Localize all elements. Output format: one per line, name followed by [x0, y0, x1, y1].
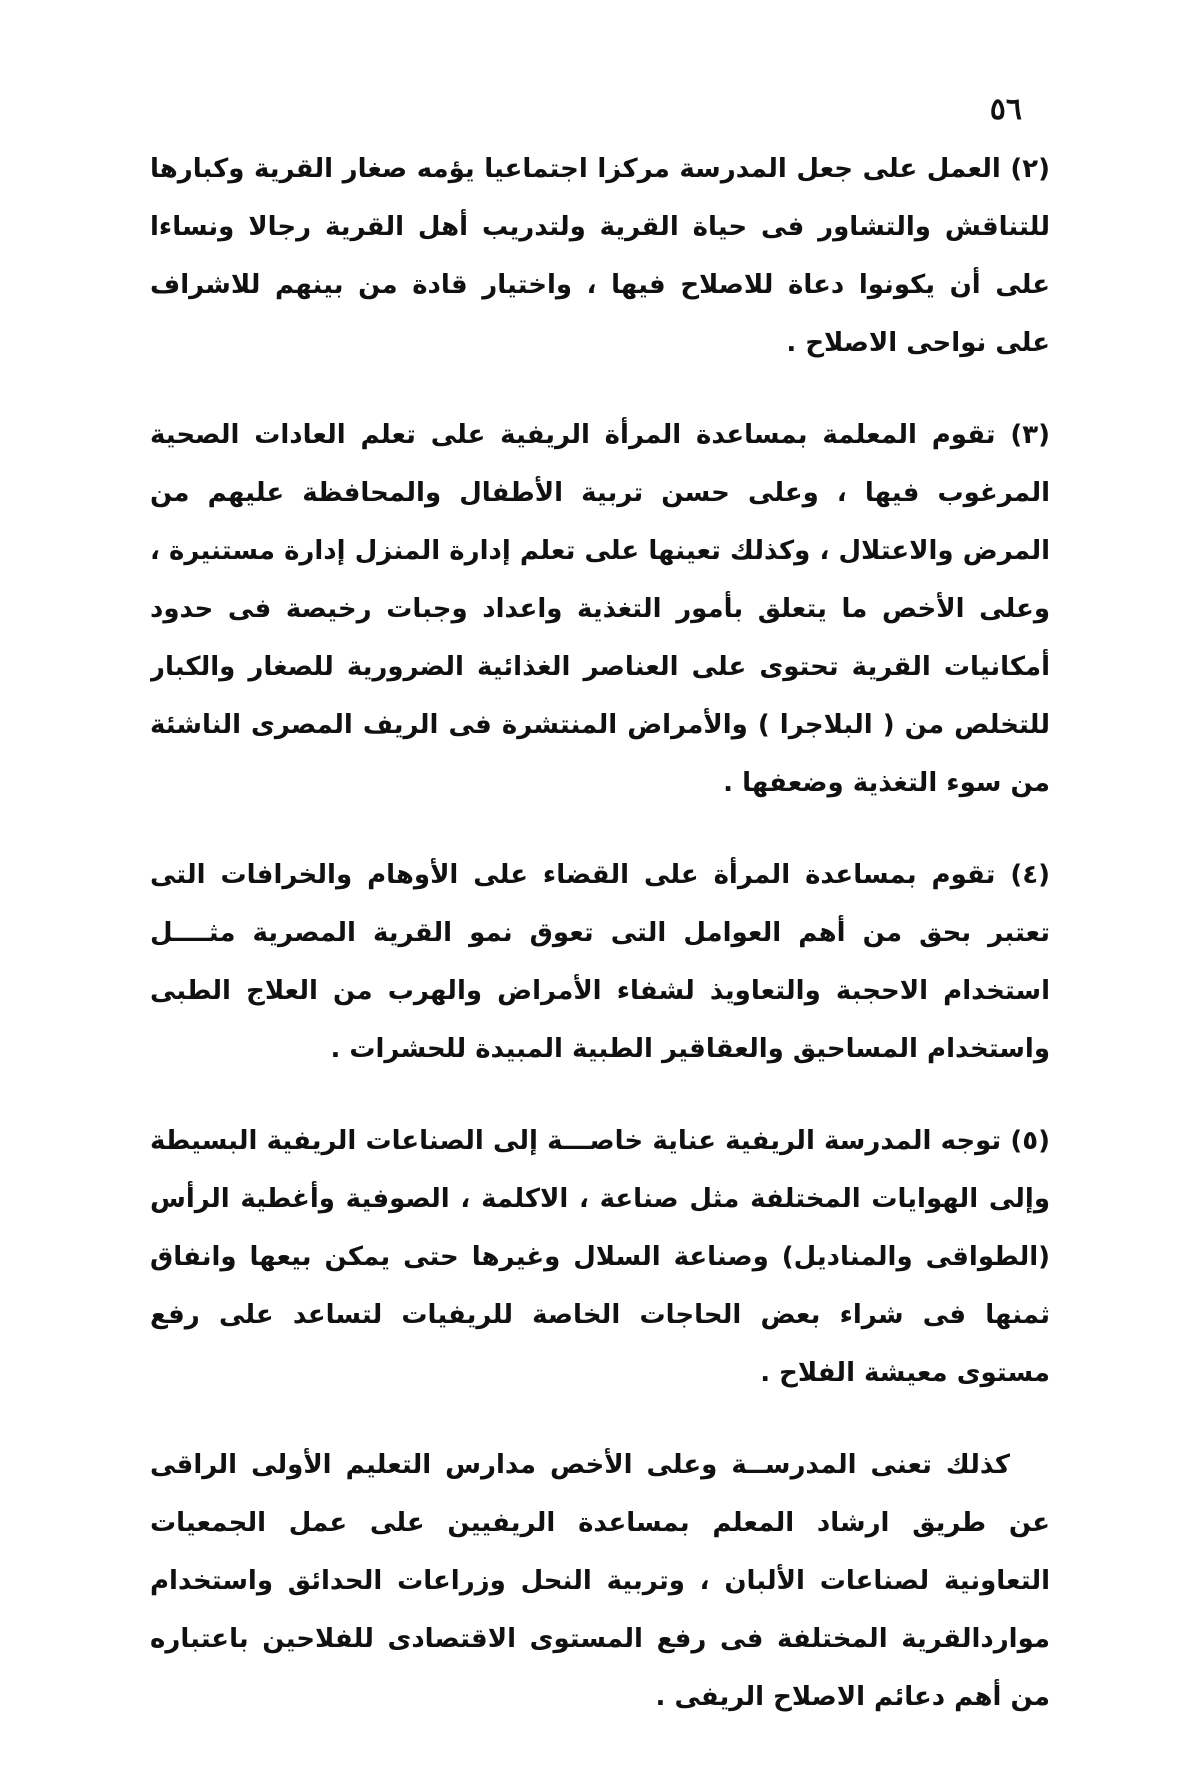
- paragraph-item-5: (٥) توجه المدرسة الريفية عناية خاصـــة إلى الصناعات الريفية البسيطة وإلى الهوايات المختلفة مثل صناعة ، الاكلمة ، الصوفية وأغطية الرأس (الطواقى والمناديل) وصناعة السلال وغيرها حتى يمكن بيعها وانفاق ثمنها فى شراء بعض الحاجات الخاصة للريفيات لتساعد على رفع مستوى معيشة الفلاح .: [150, 1126, 1050, 1388]
- paragraph-item-4: (٤) تقوم بمساعدة المرأة على القضاء على الأوهام والخرافات التى تعتبر بحق من أهم العوامل التى تعوق نمو القرية المصرية مثــــل استخدام الاحجبة والتعاويذ لشفاء الأمراض والهرب من العلاج الطبى واستخدام المساحيق والعقاقير الطبية المبيدة للحشرات .: [150, 860, 1050, 1064]
- page-number: ٥٦: [989, 92, 1022, 127]
- document-page: [150, 80, 1050, 1740]
- paragraph-item-2: (٢) العمل على جعل المدرسة مركزا اجتماعيا يؤمه صغار القرية وكبارها للتناقش والتشاور فى حياة القرية ولتدريب أهل القرية رجالا ونساءا على أن يكونوا دعاة للاصلاح فيها ، واختيار قادة من بينهم للاشراف على نواحى الاصلاح .: [150, 154, 1050, 358]
- paragraph-item-3: (٣) تقوم المعلمة بمساعدة المرأة الريفية على تعلم العادات الصحية المرغوب فيها ، وعلى حسن تربية الأطفال والمحافظة عليهم من المرض والاعتلال ، وكذلك تعينها على تعلم إدارة المنزل إدارة مستنيرة ، وعلى الأخص ما يتعلق بأمور التغذية واعداد وجبات رخيصة فى حدود أمكانيات القرية تحتوى على العناصر الغذائية الضرورية للصغار والكبار للتخلص من ( البلاجرا ) والأمراض المنتشرة فى الريف المصرى الناشئة من سوء التغذية وضعفها .: [150, 420, 1050, 798]
- paragraph-closing: كذلك تعنى المدرســة وعلى الأخص مدارس التعليم الأولى الراقى عن طريق ارشاد المعلم بمساعدة الريفيين على عمل الجمعيات التعاونية لصناعات الألبان ، وتربية النحل وزراعات الحدائق واستخدام مواردالقرية المختلفة فى رفع المستوى الاقتصادى للفلاحين باعتباره من أهم دعائم الاصلاح الريفى .: [150, 1450, 1050, 1712]
